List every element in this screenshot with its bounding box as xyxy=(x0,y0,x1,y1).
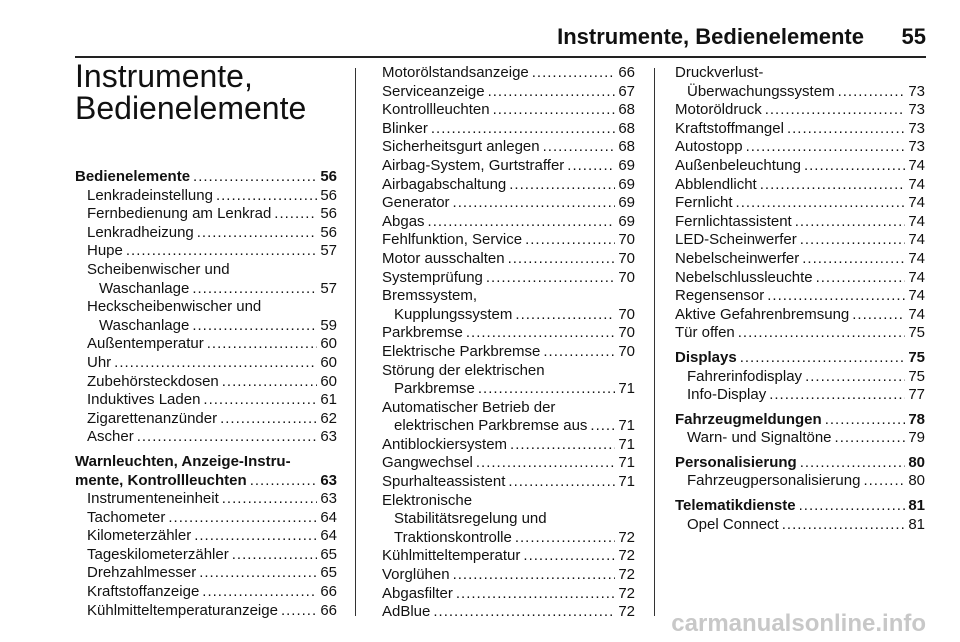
toc-entry[interactable]: Info-Display ..... 77 xyxy=(675,386,925,405)
running-header-title: Instrumente, Bedienelemente xyxy=(557,24,864,49)
toc-entry[interactable]: Tachometer ..... 64 xyxy=(75,509,337,528)
toc-entry[interactable]: Fernlicht ..... 74 xyxy=(675,194,925,213)
column-divider xyxy=(355,68,356,616)
toc-entry[interactable]: Drehzahlmesser ..... 65 xyxy=(75,564,337,583)
toc-entry[interactable]: Induktives Laden ..... 61 xyxy=(75,391,337,410)
toc-entry[interactable]: Fernlichtassistent ..... 74 xyxy=(675,213,925,232)
page-header xyxy=(0,0,960,60)
watermark: carmanualsonline.info xyxy=(671,610,926,637)
toc-entry[interactable]: Kupplungssystem ..... 70 xyxy=(382,306,635,325)
toc-entry[interactable]: Spurhalteassistent ..... 71 xyxy=(382,473,635,492)
toc-entry[interactable]: Waschanlage ..... 59 xyxy=(75,317,337,336)
toc-entry[interactable]: Motor ausschalten ..... 70 xyxy=(382,250,635,269)
toc-entry-line[interactable]: Druckverlust- xyxy=(675,64,764,81)
toc-entry[interactable]: Fernbedienung am Lenkrad ..... 56 xyxy=(75,205,337,224)
toc-entry[interactable]: Serviceanzeige ..... 67 xyxy=(382,83,635,102)
toc-entry[interactable]: Sicherheitsgurt anlegen ..... 68 xyxy=(382,138,635,157)
toc-entry[interactable]: Fahrerinfodisplay ..... 75 xyxy=(675,368,925,387)
toc-entry[interactable]: Lenkradeinstellung ..... 56 xyxy=(75,187,337,206)
toc-entry[interactable]: Parkbremse ..... 71 xyxy=(382,380,635,399)
toc-entry[interactable]: Kühlmitteltemperaturanzeige ..... 66 xyxy=(75,602,337,621)
toc-entry[interactable]: Zubehörsteckdosen ..... 60 xyxy=(75,373,337,392)
toc-entry[interactable]: Kontrollleuchten ..... 68 xyxy=(382,101,635,120)
toc-entry[interactable]: Tür offen ..... 75 xyxy=(675,324,925,343)
toc-entry[interactable]: Hupe ..... 57 xyxy=(75,242,337,261)
toc-entry[interactable]: Abgasfilter ..... 72 xyxy=(382,585,635,604)
toc-entry-line[interactable]: Scheibenwischer und xyxy=(87,260,230,278)
toc-column-3 xyxy=(675,64,925,534)
toc-entry[interactable]: Motoröldruck ..... 73 xyxy=(675,101,925,120)
toc-entry[interactable]: Tageskilometerzähler ..... 65 xyxy=(75,546,337,565)
toc-entry[interactable]: LED-Scheinwerfer ..... 74 xyxy=(675,231,925,250)
toc-column-2 xyxy=(382,64,635,622)
column-divider xyxy=(654,68,655,616)
toc-entry[interactable]: Abblendlicht ..... 74 xyxy=(675,176,925,195)
toc-entry[interactable]: AdBlue ..... 72 xyxy=(382,603,635,622)
toc-entry[interactable]: Instrumenteneinheit ..... 63 xyxy=(75,490,337,509)
toc-entry[interactable]: Warn- und Signaltöne ..... 79 xyxy=(675,429,925,448)
toc-entry-line[interactable]: Bremssystem, xyxy=(382,287,478,305)
toc-entry[interactable]: Fehlfunktion, Service ..... 70 xyxy=(382,231,635,250)
toc-entry[interactable]: Systemprüfung ..... 70 xyxy=(382,269,635,288)
toc-entry[interactable]: Vorglühen ..... 72 xyxy=(382,566,635,585)
toc-entry[interactable]: Parkbremse ..... 70 xyxy=(382,324,635,343)
toc-entry[interactable]: Generator ..... 69 xyxy=(382,194,635,213)
toc-entry[interactable]: Fahrzeugpersonalisierung ..... 80 xyxy=(675,472,925,491)
toc-entry[interactable]: Nebelschlussleuchte ..... 74 xyxy=(675,269,925,288)
toc-entry[interactable]: Motorölstandsanzeige ..... 66 xyxy=(382,64,635,83)
toc-entry[interactable]: Uhr ..... 60 xyxy=(75,354,337,373)
toc-entry[interactable]: Überwachungssystem ..... 73 xyxy=(675,83,925,102)
toc-section[interactable]: Fahrzeugmeldungen ..... 78 xyxy=(675,411,925,430)
toc-entry[interactable]: Kilometerzähler ..... 64 xyxy=(75,527,337,546)
toc-entry[interactable]: Kühlmitteltemperatur ..... 72 xyxy=(382,547,635,566)
toc-entry[interactable]: Abgas ..... 69 xyxy=(382,213,635,232)
toc-entry-line[interactable]: Heckscheibenwischer und xyxy=(87,298,262,316)
toc-section-line[interactable]: Warnleuchten, Anzeige-Instru- xyxy=(75,452,291,470)
toc-entry[interactable]: Außenbeleuchtung ..... 74 xyxy=(675,157,925,176)
toc-entry[interactable]: Nebelscheinwerfer ..... 74 xyxy=(675,250,925,269)
toc-entry[interactable]: Regensensor ..... 74 xyxy=(675,287,925,306)
toc-entry[interactable]: Airbagabschaltung ..... 69 xyxy=(382,176,635,195)
toc-entry[interactable]: Airbag-System, Gurtstraffer ..... 69 xyxy=(382,157,635,176)
toc-entry[interactable]: Kraftstoffanzeige ..... 66 xyxy=(75,583,337,602)
toc-entry[interactable]: Gangwechsel ..... 71 xyxy=(382,454,635,473)
toc-entry[interactable]: Zigarettenanzünder ..... 62 xyxy=(75,410,337,429)
toc-entry[interactable]: elektrischen Parkbremse aus ..... 71 xyxy=(382,417,635,436)
toc-section[interactable]: Bedienelemente ..... 56 xyxy=(75,168,337,187)
toc-entry[interactable]: Kraftstoffmangel ..... 73 xyxy=(675,120,925,139)
toc-entry[interactable]: Opel Connect ..... 81 xyxy=(675,516,925,535)
page-number: 55 xyxy=(901,24,926,49)
toc-column-1 xyxy=(75,168,337,620)
toc-entry[interactable]: Außentemperatur ..... 60 xyxy=(75,335,337,354)
toc-section[interactable]: Personalisierung ..... 80 xyxy=(675,454,925,473)
chapter-title: Instrumente, Bedienelemente xyxy=(75,58,307,126)
toc-entry-line[interactable]: Elektronische xyxy=(382,491,473,509)
toc-section[interactable]: mente, Kontrollleuchten ..... 63 xyxy=(75,472,337,491)
toc-section[interactable]: Telematikdienste ..... 81 xyxy=(675,497,925,516)
toc-entry[interactable]: Blinker ..... 68 xyxy=(382,120,635,139)
toc-entry[interactable]: Waschanlage ..... 57 xyxy=(75,280,337,299)
toc-entry-line[interactable]: Automatischer Betrieb der xyxy=(382,398,556,416)
toc-entry-line[interactable]: Stabilitätsregelung und xyxy=(394,510,547,528)
toc-entry[interactable]: Autostopp ..... 73 xyxy=(675,138,925,157)
toc-entry[interactable]: Ascher ..... 63 xyxy=(75,428,337,447)
toc-entry[interactable]: Aktive Gefahrenbremsung ..... 74 xyxy=(675,306,925,325)
toc-entry[interactable]: Lenkradheizung ..... 56 xyxy=(75,224,337,243)
toc-entry[interactable]: Antiblockiersystem ..... 71 xyxy=(382,436,635,455)
toc-section[interactable]: Displays ..... 75 xyxy=(675,349,925,368)
toc-entry[interactable]: Elektrische Parkbremse ..... 70 xyxy=(382,343,635,362)
toc-entry-line[interactable]: Störung der elektrischen xyxy=(382,361,545,379)
toc-entry[interactable]: Traktionskontrolle ..... 72 xyxy=(382,529,635,548)
